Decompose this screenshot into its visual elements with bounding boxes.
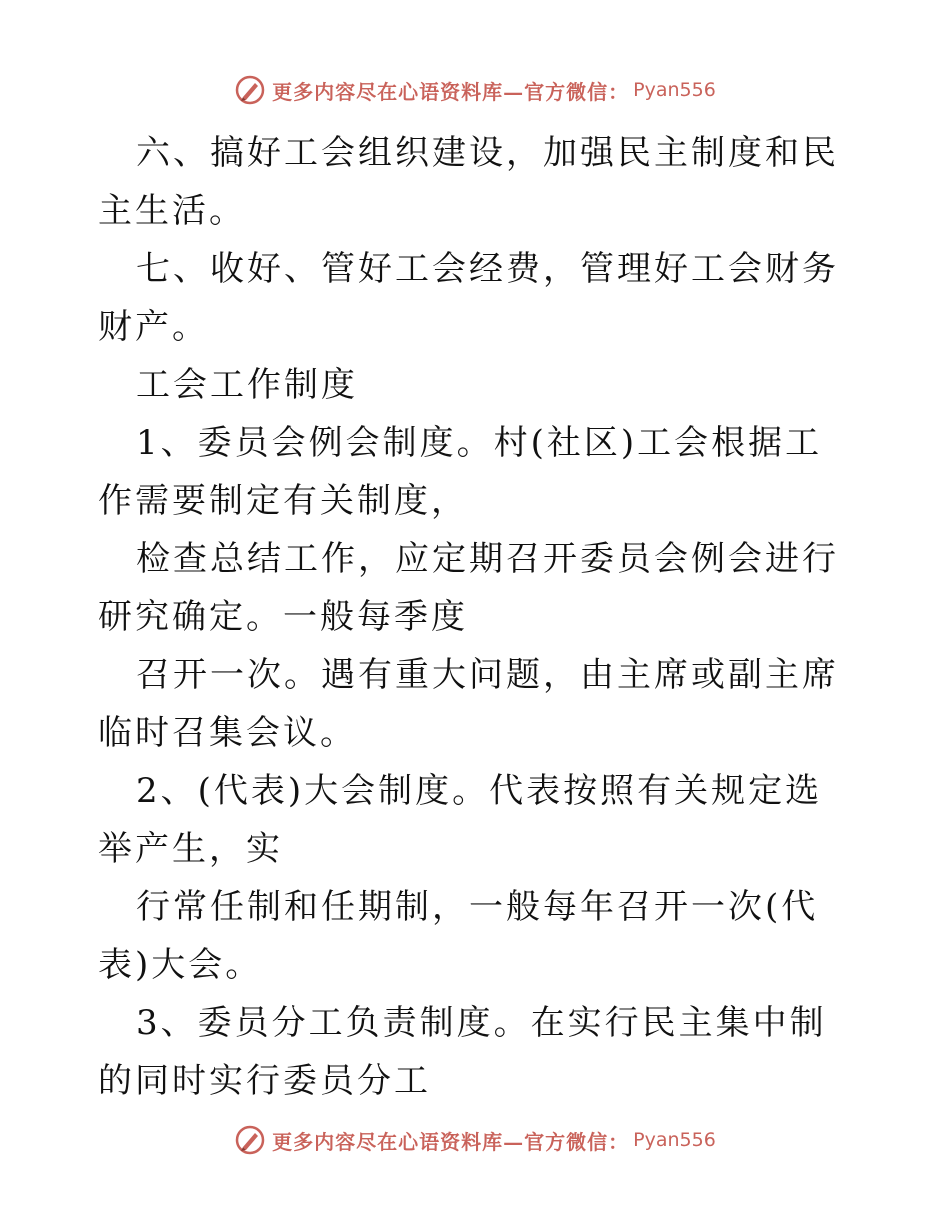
pen-logo-icon — [234, 1124, 266, 1156]
paragraph: 检查总结工作，应定期召开委员会例会进行研究确定。一般每季度 — [98, 539, 839, 637]
paragraph: 六、搞好工会组织建设，加强民主制度和民主生活。 — [98, 133, 839, 231]
document-body — [98, 124, 858, 1110]
header-contact: Pyan556 — [633, 79, 716, 101]
section-heading: 工会工作制度 — [136, 365, 358, 405]
paragraph: 3、委员分工负责制度。在实行民主集中制的同时实行委员分工 — [98, 1003, 827, 1101]
header-banner-text: 更多内容尽在心语资料库—官方微信： — [272, 79, 630, 104]
header-banner — [0, 70, 950, 110]
paragraph: 1、委员会例会制度。村(社区)工会根据工作需要制定有关制度， — [98, 423, 823, 521]
paragraph: 七、收好、管好工会经费，管理好工会财务财产。 — [98, 249, 839, 347]
footer-banner-text: 更多内容尽在心语资料库—官方微信： — [272, 1129, 630, 1154]
paragraph: 行常任制和任期制，一般每年召开一次(代表)大会。 — [98, 887, 819, 985]
footer-banner — [0, 1120, 950, 1160]
paragraph: 2、(代表)大会制度。代表按照有关规定选举产生，实 — [98, 771, 823, 869]
paragraph: 召开一次。遇有重大问题，由主席或副主席临时召集会议。 — [98, 655, 839, 753]
pen-logo-icon — [234, 74, 266, 106]
footer-contact: Pyan556 — [633, 1129, 716, 1151]
